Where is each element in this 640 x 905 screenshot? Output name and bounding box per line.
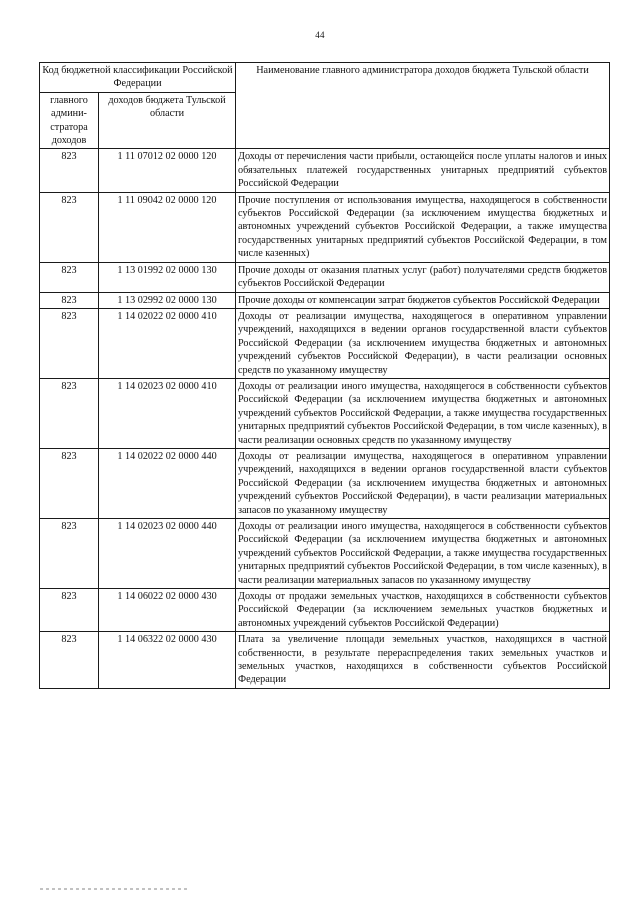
income-code-cell: 1 13 02992 02 0000 130 <box>99 292 236 308</box>
admin-code-cell: 823 <box>40 308 99 378</box>
income-name-cell: Доходы от реализации имущества, находящегося в оперативном управлении учреждений, находящихся в ведении органов государственной власти субъектов Российской Федерации (за исключением имущества бюджетных и автономных учреждений субъектов Российской Федерации), в части реализации материальных запасов по указанному имуществу <box>236 448 610 518</box>
admin-code-cell: 823 <box>40 149 99 192</box>
header-chief-administrator: главного админи-стратора доходов <box>40 92 99 149</box>
table-body <box>40 149 610 688</box>
income-code-cell: 1 14 02023 02 0000 440 <box>99 519 236 589</box>
admin-code-cell: 823 <box>40 448 99 518</box>
table-row <box>40 632 610 689</box>
table-row <box>40 378 610 448</box>
table-row <box>40 149 610 192</box>
header-administrator-name: Наименование главного администратора доходов бюджета Тульской области <box>236 63 610 149</box>
income-code-cell: 1 14 02023 02 0000 410 <box>99 378 236 448</box>
income-name-cell: Доходы от реализации имущества, находящегося в оперативном управлении учреждений, находящихся в ведении органов государственной власти субъектов Российской Федерации (за исключением имущества бюджетных и автономных учреждений субъектов Российской Федерации), в части реализации основных средств по указанному имуществу <box>236 308 610 378</box>
admin-code-cell: 823 <box>40 292 99 308</box>
table-row <box>40 308 610 378</box>
income-code-cell: 1 11 07012 02 0000 120 <box>99 149 236 192</box>
admin-code-cell: 823 <box>40 519 99 589</box>
income-name-cell: Доходы от реализации иного имущества, находящегося в собственности субъектов Российской Федерации (за исключением имущества бюджетных и автономных учреждений субъектов Российской Федерации, а также имущества государственных унитарных предприятий субъектов Российской Федерации, в том числе казенных), в части реализации материальных запасов по указанному имуществу <box>236 519 610 589</box>
admin-code-cell: 823 <box>40 378 99 448</box>
header-budget-code-group: Код бюджетной классификации Российской Федерации <box>40 63 236 93</box>
admin-code-cell: 823 <box>40 262 99 292</box>
table-row <box>40 589 610 632</box>
income-name-cell: Доходы от продажи земельных участков, находящихся в собственности субъектов Российской Федерации (за исключением земельных участков бюджетных и автономных учреждений субъектов Российской Федерации) <box>236 589 610 632</box>
income-name-cell: Доходы от перечисления части прибыли, остающейся после уплаты налогов и иных обязательных платежей государственных унитарных предприятий субъектов Российской Федерации <box>236 149 610 192</box>
table-row <box>40 519 610 589</box>
income-name-cell: Прочие доходы от компенсации затрат бюджетов субъектов Российской Федерации <box>236 292 610 308</box>
income-code-cell: 1 14 06322 02 0000 430 <box>99 632 236 689</box>
income-name-cell: Прочие поступления от использования имущества, находящегося в собственности субъектов Российской Федерации (за исключением имущества бюджетных и автономных учреждений субъектов Российской Федерации, а также имущества государственных унитарных предприятий субъектов Российской Федерации, в том числе казенных) <box>236 192 610 262</box>
income-code-cell: 1 11 09042 02 0000 120 <box>99 192 236 262</box>
income-code-cell: 1 14 02022 02 0000 440 <box>99 448 236 518</box>
page-number: 44 <box>315 30 325 40</box>
income-name-cell: Прочие доходы от оказания платных услуг (работ) получателями средств бюджетов субъектов Российской Федерации <box>236 262 610 292</box>
table-row <box>40 262 610 292</box>
income-code-cell: 1 14 06022 02 0000 430 <box>99 589 236 632</box>
scan-footer-mark <box>40 888 190 890</box>
header-regional-budget-income: доходов бюджета Тульской области <box>99 92 236 149</box>
income-name-cell: Плата за увеличение площади земельных участков, находящихся в частной собственности, в результате перераспределения таких земельных участков и земельных участков, находящихся в собственности субъектов Российской Федерации <box>236 632 610 689</box>
table-row <box>40 448 610 518</box>
income-name-cell: Доходы от реализации иного имущества, находящегося в собственности субъектов Российской Федерации (за исключением имущества бюджетных и автономных учреждений субъектов Российской Федерации, а также имущества государственных унитарных предприятий субъектов Российской Федерации, в том числе казенных), в части реализации основных средств по указанному имуществу <box>236 378 610 448</box>
table-row <box>40 292 610 308</box>
table-header <box>40 63 610 149</box>
table-row <box>40 192 610 262</box>
admin-code-cell: 823 <box>40 632 99 689</box>
income-code-cell: 1 14 02022 02 0000 410 <box>99 308 236 378</box>
income-code-cell: 1 13 01992 02 0000 130 <box>99 262 236 292</box>
budget-classification-table <box>39 62 610 689</box>
admin-code-cell: 823 <box>40 589 99 632</box>
admin-code-cell: 823 <box>40 192 99 262</box>
